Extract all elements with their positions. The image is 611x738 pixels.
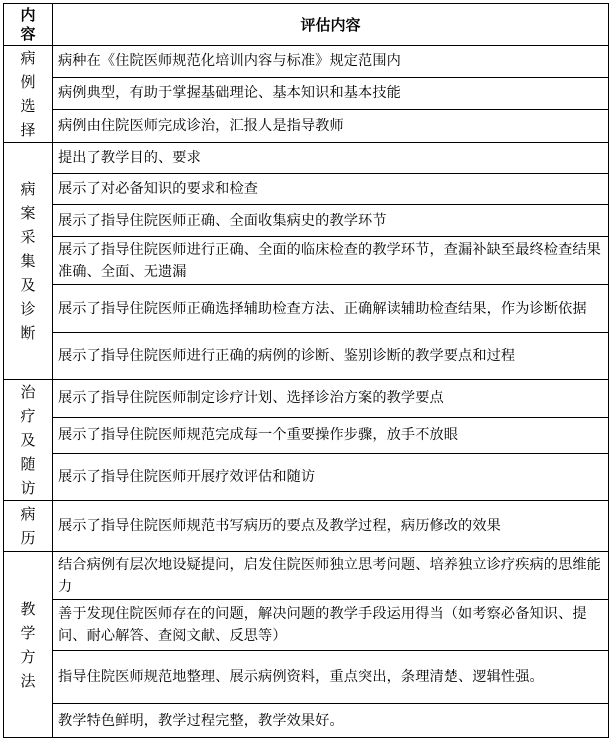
item-cell: 提出了教学目的、要求 [53,143,609,174]
item-cell: 展示了指导住院医师正确选择辅助检查方法、正确解读辅助检查结果，作为诊断依据 [53,285,609,333]
header-category [4,4,53,46]
table-row [4,704,609,738]
evaluation-table [3,3,609,738]
header-content [53,4,609,46]
item-cell: 展示了对必备知识的要求和检查 [53,174,609,205]
table-row [4,552,609,600]
header-category-label: 内容 [20,5,36,43]
item-cell: 展示了指导住院医师进行正确、全面的临床检查的教学环节，查漏补缺至最终检查结果准确、全面、无遗漏 [53,237,609,285]
item-cell: 病例由住院医师完成诊治，汇报人是指导教师 [53,110,609,143]
table-row [4,333,609,380]
table-row [4,651,609,704]
table-row [4,501,609,552]
item-cell: 展示了指导住院医师制定诊疗计划、选择诊治方案的教学要点 [53,380,609,418]
item-cell: 展示了指导住院医师开展疗效评估和随访 [53,453,609,500]
header-row [4,4,609,46]
table-row [4,46,609,78]
category-label: 教学方法 [20,599,36,690]
category-label: 病案采集及诊断 [20,180,36,342]
table-row [4,143,609,174]
table-row [4,417,609,453]
table-row [4,453,609,500]
table-row [4,174,609,205]
item-cell: 善于发现住院医师存在的问题，解决问题的教学手段运用得当（如考察必备知识、提问、耐心解答、查阅文献、反思等） [53,600,609,651]
category-label: 治疗及随访 [20,383,36,497]
item-cell: 结合病例有层次地设疑提问，启发住院医师独立思考问题、培养独立诊疗疾病的思维能力 [53,552,609,600]
item-cell: 指导住院医师规范地整理、展示病例资料，重点突出，条理清楚、逻辑性强。 [53,651,609,704]
item-cell: 教学特色鲜明，教学过程完整，教学效果好。 [53,704,609,738]
category-cell [4,380,53,501]
table-row [4,600,609,651]
table-row [4,77,609,110]
category-label: 病历 [20,505,36,547]
category-cell [4,46,53,143]
item-cell: 展示了指导住院医师规范书写病历的要点及教学过程，病历修改的效果 [53,501,609,552]
table-row [4,110,609,143]
item-cell: 展示了指导住院医师规范完成每一个重要操作步骤，放手不放眼 [53,417,609,453]
item-cell: 展示了指导住院医师进行正确的病例的诊断、鉴别诊断的教学要点和过程 [53,333,609,380]
category-cell [4,552,53,738]
category-cell [4,143,53,380]
category-label: 病例选择 [20,49,36,139]
table-row [4,205,609,237]
item-cell: 展示了指导住院医师正确、全面收集病史的教学环节 [53,205,609,237]
table-row [4,237,609,285]
header-content-label: 评估内容 [300,16,361,34]
table-row [4,380,609,418]
item-cell: 病例典型，有助于掌握基础理论、基本知识和基本技能 [53,77,609,110]
item-cell: 病种在《住院医师规范化培训内容与标准》规定范围内 [53,46,609,78]
table-row [4,285,609,333]
category-cell [4,501,53,552]
